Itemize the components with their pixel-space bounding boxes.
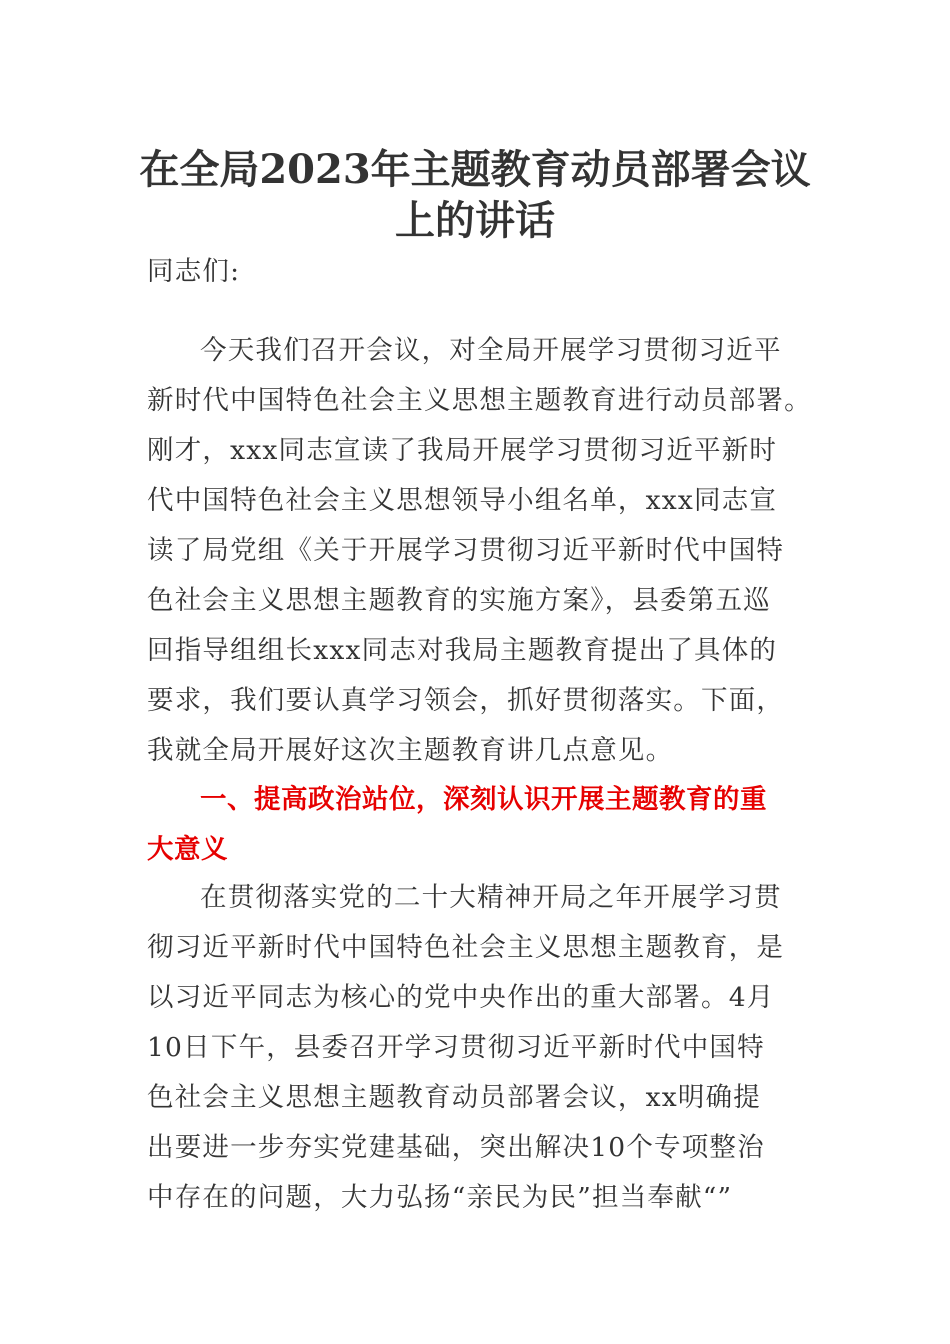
document-title-line-1: 在全局2023年主题教育动员部署会议 (139, 146, 811, 193)
paragraph-2-line: 在贯彻落实党的二十大精神开局之年开展学习贯 (200, 882, 782, 913)
paragraph-1-line: 刚才，xxx同志宣读了我局开展学习贯彻习近平新时 (147, 435, 778, 466)
paragraph-1-line: 代中国特色社会主义思想领导小组名单，xxx同志宣 (147, 485, 778, 516)
document-title-line-2: 上的讲话 (395, 197, 555, 244)
section-1-heading-line: 大意义 (147, 834, 228, 865)
paragraph-1-line: 回指导组组长xxx同志对我局主题教育提出了具体的 (147, 635, 778, 666)
paragraph-2-line: 色社会主义思想主题教育动员部署会议，xx明确提 (147, 1082, 761, 1113)
paragraph-2-line: 10日下午，县委召开学习贯彻习近平新时代中国特 (147, 1032, 765, 1063)
paragraph-1-line: 要求，我们要认真学习领会，抓好贯彻落实。下面， (147, 685, 785, 716)
paragraph-1-line: 我就全局开展好这次主题教育讲几点意见。 (147, 735, 674, 766)
paragraph-1-line: 读了局党组《关于开展学习贯彻习近平新时代中国特 (147, 535, 785, 566)
paragraph-1-line: 今天我们召开会议，对全局开展学习贯彻习近平 (200, 335, 782, 366)
paragraph-1-line: 色社会主义思想主题教育的实施方案》，县委第五巡 (147, 585, 771, 616)
salutation: 同志们: (147, 256, 241, 287)
paragraph-2-line: 以习近平同志为核心的党中央作出的重大部署。4月 (147, 982, 775, 1013)
paragraph-2-line: 中存在的问题，大力弘扬“亲民为民”担当奉献“” (147, 1182, 733, 1213)
section-1-heading-line: 一、提高政治站位，深刻认识开展主题教育的重 (200, 784, 767, 815)
paragraph-1-line: 新时代中国特色社会主义思想主题教育进行动员部署。 (147, 385, 812, 416)
paragraph-2-line: 彻习近平新时代中国特色社会主义思想主题教育，是 (147, 932, 785, 963)
paragraph-2-line: 出要进一步夯实党建基础，突出解决10个专项整治 (147, 1132, 765, 1163)
